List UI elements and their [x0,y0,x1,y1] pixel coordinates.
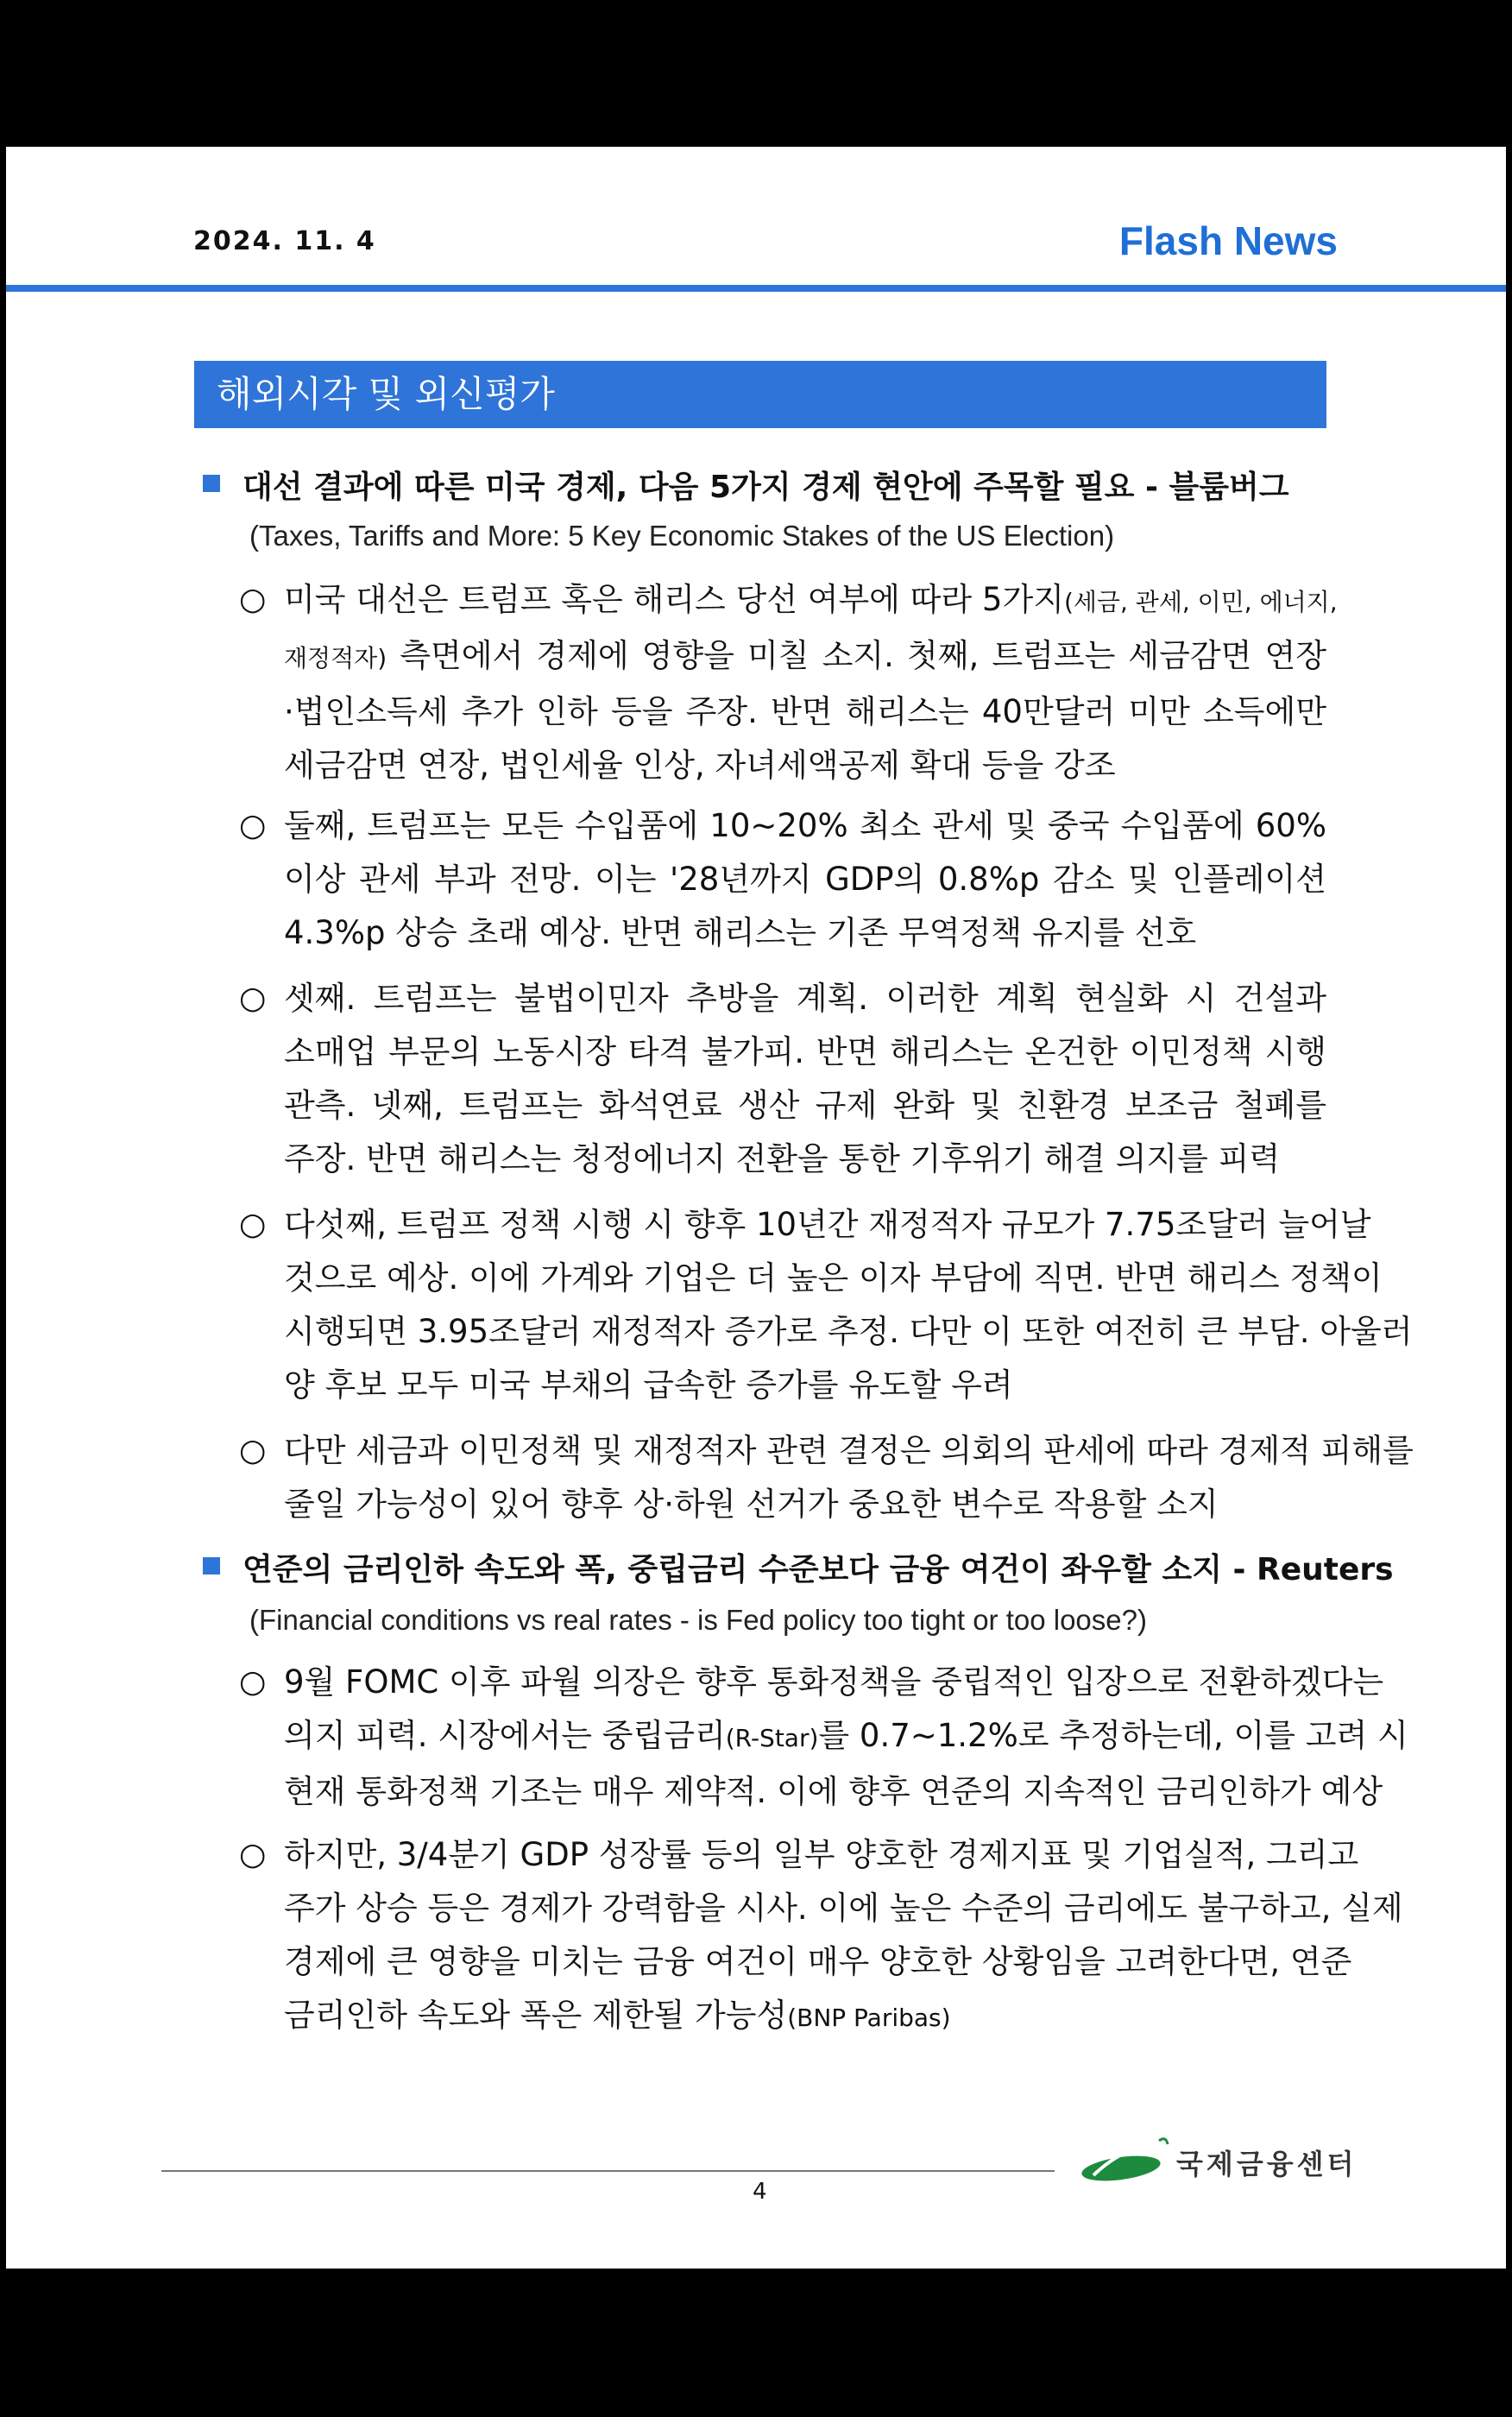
list-item [239,799,1326,960]
page-number: 4 [753,2179,767,2205]
text-line: 줄일 가능성이 있어 향후 상·하원 선거가 중요한 변수로 작용할 소지 [284,1486,1219,1523]
text-line: 양 후보 모두 미국 부채의 급속한 증가를 유도할 우려 [284,1366,1013,1404]
topic-title: 대선 결과에 따른 미국 경제, 다음 5가지 경제 현안에 주목할 필요 - 블룸버그 [243,470,1289,505]
circle-bullet-icon: ○ [239,1433,267,1468]
list-item [239,1828,1403,2045]
list-item [239,1656,1408,1819]
circle-bullet-icon: ○ [239,981,267,1016]
text-line: 다섯째, 트럼프 정책 시행 시 향후 10년간 재정적자 규모가 7.75조달러 늘어날 [284,1206,1371,1243]
report-title: Flash News [1118,218,1338,263]
text-line: 4.3%p 상승 초래 예상. 반면 해리스는 기존 무역정책 유지를 선호 [284,914,1197,951]
list-item [239,573,1338,792]
text-line: 셋째. 트럼프는 불법이민자 추방을 계획. 이러한 계획 현실화 시 건설과 [284,980,1326,1017]
org-name: 국제금융센터 [1176,2148,1358,2180]
text-line: 시행되면 3.95조달러 재정적자 증가로 추정. 다만 이 또한 여전히 큰 부담. 아울러 [284,1313,1413,1350]
topic-heading-1 [203,463,1289,507]
topic-title: 연준의 금리인하 속도와 폭, 중립금리 수준보다 금융 여건이 좌우할 소지 - Reuters [243,1552,1394,1587]
text-line: 주장. 반면 해리스는 청정에너지 전환을 통한 기후위기 해결 의지를 피력 [284,1140,1281,1177]
section-title: 해외시각 및 외신평가 [194,361,1326,428]
circle-bullet-icon: ○ [239,1664,267,1700]
text-line: ·법인소득세 추가 인하 등을 주장. 반면 해리스는 40만달러 미만 소득에만 [284,693,1326,730]
document-page [6,147,1506,2269]
list-item [239,1424,1414,1531]
square-bullet-icon [203,475,220,492]
report-date: 2024. 11. 4 [193,226,376,256]
text-line: 관측. 넷째, 트럼프는 화석연료 생산 규제 완화 및 친환경 보조금 철폐를 [284,1087,1326,1124]
list-item [239,972,1326,1186]
text-line: 소매업 부문의 노동시장 타격 불가피. 반면 해리스는 온건한 이민정책 시행 [284,1033,1326,1070]
text-line: 재정적자) 측면에서 경제에 영향을 미칠 소지. 첫째, 트럼프는 세금감면 연장 [284,637,1326,674]
text-line: 금리인하 속도와 폭은 제한될 가능성(BNP Paribas) [284,1997,951,2034]
text-line: 이상 관세 부과 전망. 이는 '28년까지 GDP의 0.8%p 감소 및 인플레이션 [284,861,1326,898]
circle-bullet-icon: ○ [239,1207,267,1242]
list-item [239,1198,1413,1412]
circle-bullet-icon: ○ [239,582,267,617]
text-line: 것으로 예상. 이에 가계와 기업은 더 높은 이자 부담에 직면. 반면 해리스 정책이 [284,1259,1383,1297]
text-line: 주가 상승 등은 경제가 강력함을 시사. 이에 높은 수준의 금리에도 불구하고, 실제 [284,1890,1403,1927]
text-line: 경제에 큰 영향을 미치는 금융 여건이 매우 양호한 상황임을 고려한다면, 연준 [284,1943,1352,1980]
footer-divider [161,2170,1055,2172]
header-divider [6,285,1506,292]
circle-bullet-icon: ○ [239,1837,267,1872]
text-line: 다만 세금과 이민정책 및 재정적자 관련 결정은 의회의 판세에 따라 경제적 피해를 [284,1432,1414,1469]
text-line: 둘째, 트럼프는 모든 수입품에 10~20% 최소 관세 및 중국 수입품에 60% [284,807,1326,844]
square-bullet-icon [203,1557,220,1575]
topic-subtitle-1: (Taxes, Tariffs and More: 5 Key Economic Stakes of the US Election) [249,520,1115,552]
text-line: 의지 피력. 시장에서는 중립금리(R-Star)를 0.7~1.2%로 추정하는데, 이를 고려 시 [284,1717,1408,1754]
text-line: 하지만, 3/4분기 GDP 성장률 등의 일부 양호한 경제지표 및 기업실적, 그리고 [284,1836,1359,1873]
text-line: 세금감면 연장, 법인세율 인상, 자녀세액공제 확대 등을 강조 [284,747,1116,784]
text-line: 미국 대선은 트럼프 혹은 해리스 당선 여부에 따라 5가지(세금, 관세, 이민, 에너지, [284,581,1338,618]
topic-heading-2 [203,1545,1394,1589]
topic-subtitle-2: (Financial conditions vs real rates - is Fed policy too tight or too loose?) [249,1604,1147,1636]
text-line: 현재 통화정책 기조는 매우 제약적. 이에 향후 연준의 지속적인 금리인하가 예상 [284,1773,1383,1810]
circle-bullet-icon: ○ [239,808,267,843]
text-line: 9월 FOMC 이후 파월 의장은 향후 통화정책을 중립적인 입장으로 전환하겠다는 [284,1663,1384,1701]
